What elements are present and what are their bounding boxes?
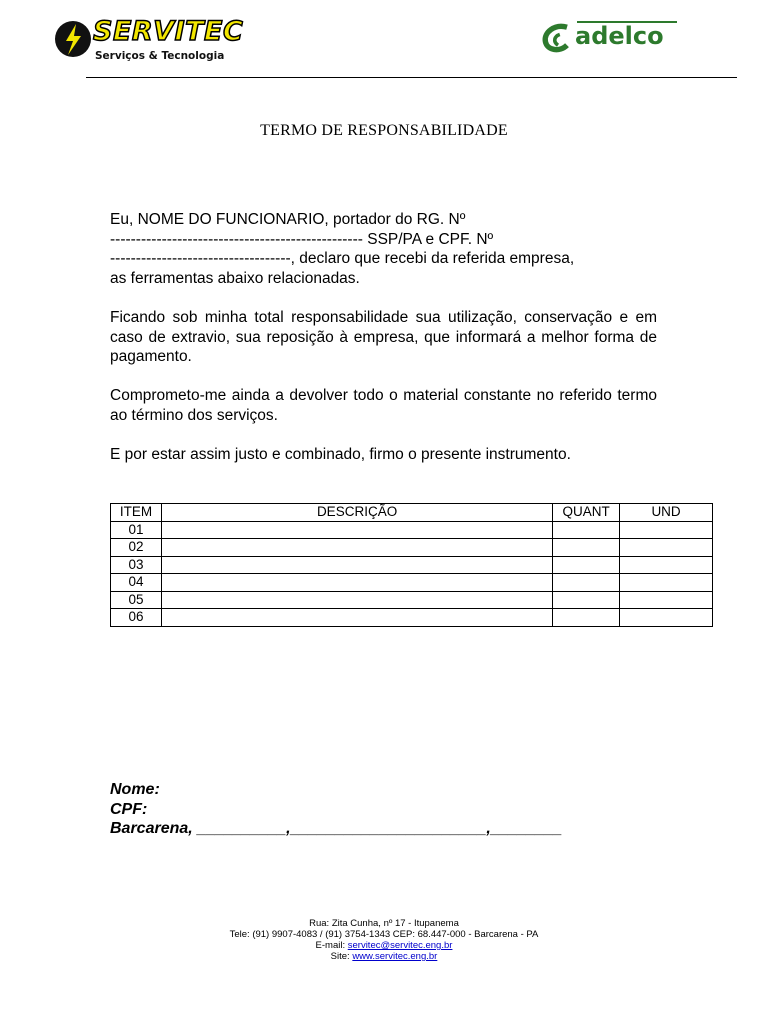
footer-email-label: E-mail: bbox=[315, 940, 348, 951]
place-date-line: Barcarena, __________,______________________,________ bbox=[110, 820, 562, 837]
return-commitment-paragraph: Comprometo-me ainda a devolver todo o material constante no referido termo ao término dos serviços. bbox=[110, 387, 657, 424]
agreement-paragraph: E por estar assim justo e combinado, firmo o presente instrumento. bbox=[110, 446, 571, 463]
item-number: 06 bbox=[111, 609, 162, 627]
item-number: 04 bbox=[111, 574, 162, 592]
item-number: 03 bbox=[111, 556, 162, 574]
item-number: 01 bbox=[111, 521, 162, 539]
adelco-logo bbox=[539, 18, 685, 58]
declaration-line: as ferramentas abaixo relacionadas. bbox=[110, 269, 360, 287]
table-row bbox=[111, 539, 713, 557]
footer-phones: Tele: (91) 9907-4083 / (91) 3754-1343 CEP: 68.447-000 - Barcarena - PA bbox=[229, 929, 539, 940]
table-header-row bbox=[111, 504, 713, 522]
quantity-cell bbox=[553, 609, 620, 627]
column-header-quantity: QUANT bbox=[553, 504, 620, 522]
footer-email-row bbox=[0, 940, 768, 951]
unit-cell bbox=[620, 574, 713, 592]
table-row bbox=[111, 556, 713, 574]
footer bbox=[0, 918, 768, 962]
quantity-cell bbox=[553, 539, 620, 557]
lightning-bolt-icon bbox=[53, 18, 93, 60]
description-cell bbox=[161, 609, 552, 627]
unit-cell bbox=[620, 556, 713, 574]
unit-cell bbox=[620, 539, 713, 557]
quantity-cell bbox=[553, 591, 620, 609]
description-cell bbox=[161, 556, 552, 574]
unit-cell bbox=[620, 521, 713, 539]
declaration-paragraph bbox=[110, 210, 657, 288]
table-row bbox=[111, 521, 713, 539]
quantity-cell bbox=[553, 521, 620, 539]
adelco-swirl-icon bbox=[539, 20, 577, 56]
description-cell bbox=[161, 591, 552, 609]
footer-site-row bbox=[0, 951, 768, 962]
tools-table bbox=[110, 503, 713, 627]
footer-site-link[interactable]: www.servitec.eng.br bbox=[352, 951, 438, 962]
footer-site-label: Site: bbox=[330, 951, 353, 962]
declaration-line: Eu, NOME DO FUNCIONARIO, portador do RG. Nº bbox=[110, 211, 466, 228]
declaration-line: ------------------------------------------------- SSP/PA e CPF. Nº bbox=[110, 230, 494, 248]
cpf-label: CPF: bbox=[110, 800, 148, 818]
footer-email-link[interactable]: servitec@servitec.eng.br bbox=[347, 940, 453, 951]
description-cell bbox=[161, 574, 552, 592]
item-number: 05 bbox=[111, 591, 162, 609]
table-row bbox=[111, 591, 713, 609]
unit-cell bbox=[620, 609, 713, 627]
footer-address: Rua: Zita Cunha, nº 17 - Itupanema bbox=[309, 918, 459, 929]
servitec-tagline: Serviços & Tecnologia bbox=[95, 50, 225, 62]
name-label: Nome: bbox=[110, 781, 160, 798]
responsibility-paragraph: Ficando sob minha total responsabilidade sua utilização, conservação e em caso de extravio, sua reposição à empresa, que informará a melhor forma de pagamento. bbox=[110, 309, 657, 365]
column-header-description: DESCRIÇÃO bbox=[161, 504, 552, 522]
declaration-line: -----------------------------------, declaro que recebi da referida empresa, bbox=[110, 250, 575, 267]
table-row bbox=[111, 609, 713, 627]
table-row bbox=[111, 574, 713, 592]
column-header-unit: UND bbox=[620, 504, 713, 522]
item-number: 02 bbox=[111, 539, 162, 557]
header-divider bbox=[86, 77, 737, 78]
document-title: TERMO DE RESPONSABILIDADE bbox=[260, 122, 508, 139]
adelco-brand-name: adelco bbox=[575, 22, 664, 50]
quantity-cell bbox=[553, 574, 620, 592]
signature-block bbox=[110, 780, 562, 839]
servitec-logo bbox=[53, 16, 244, 66]
column-header-item: ITEM bbox=[111, 504, 162, 522]
servitec-brand-name: SERVITEC bbox=[93, 16, 244, 47]
quantity-cell bbox=[553, 556, 620, 574]
unit-cell bbox=[620, 591, 713, 609]
description-cell bbox=[161, 521, 552, 539]
description-cell bbox=[161, 539, 552, 557]
